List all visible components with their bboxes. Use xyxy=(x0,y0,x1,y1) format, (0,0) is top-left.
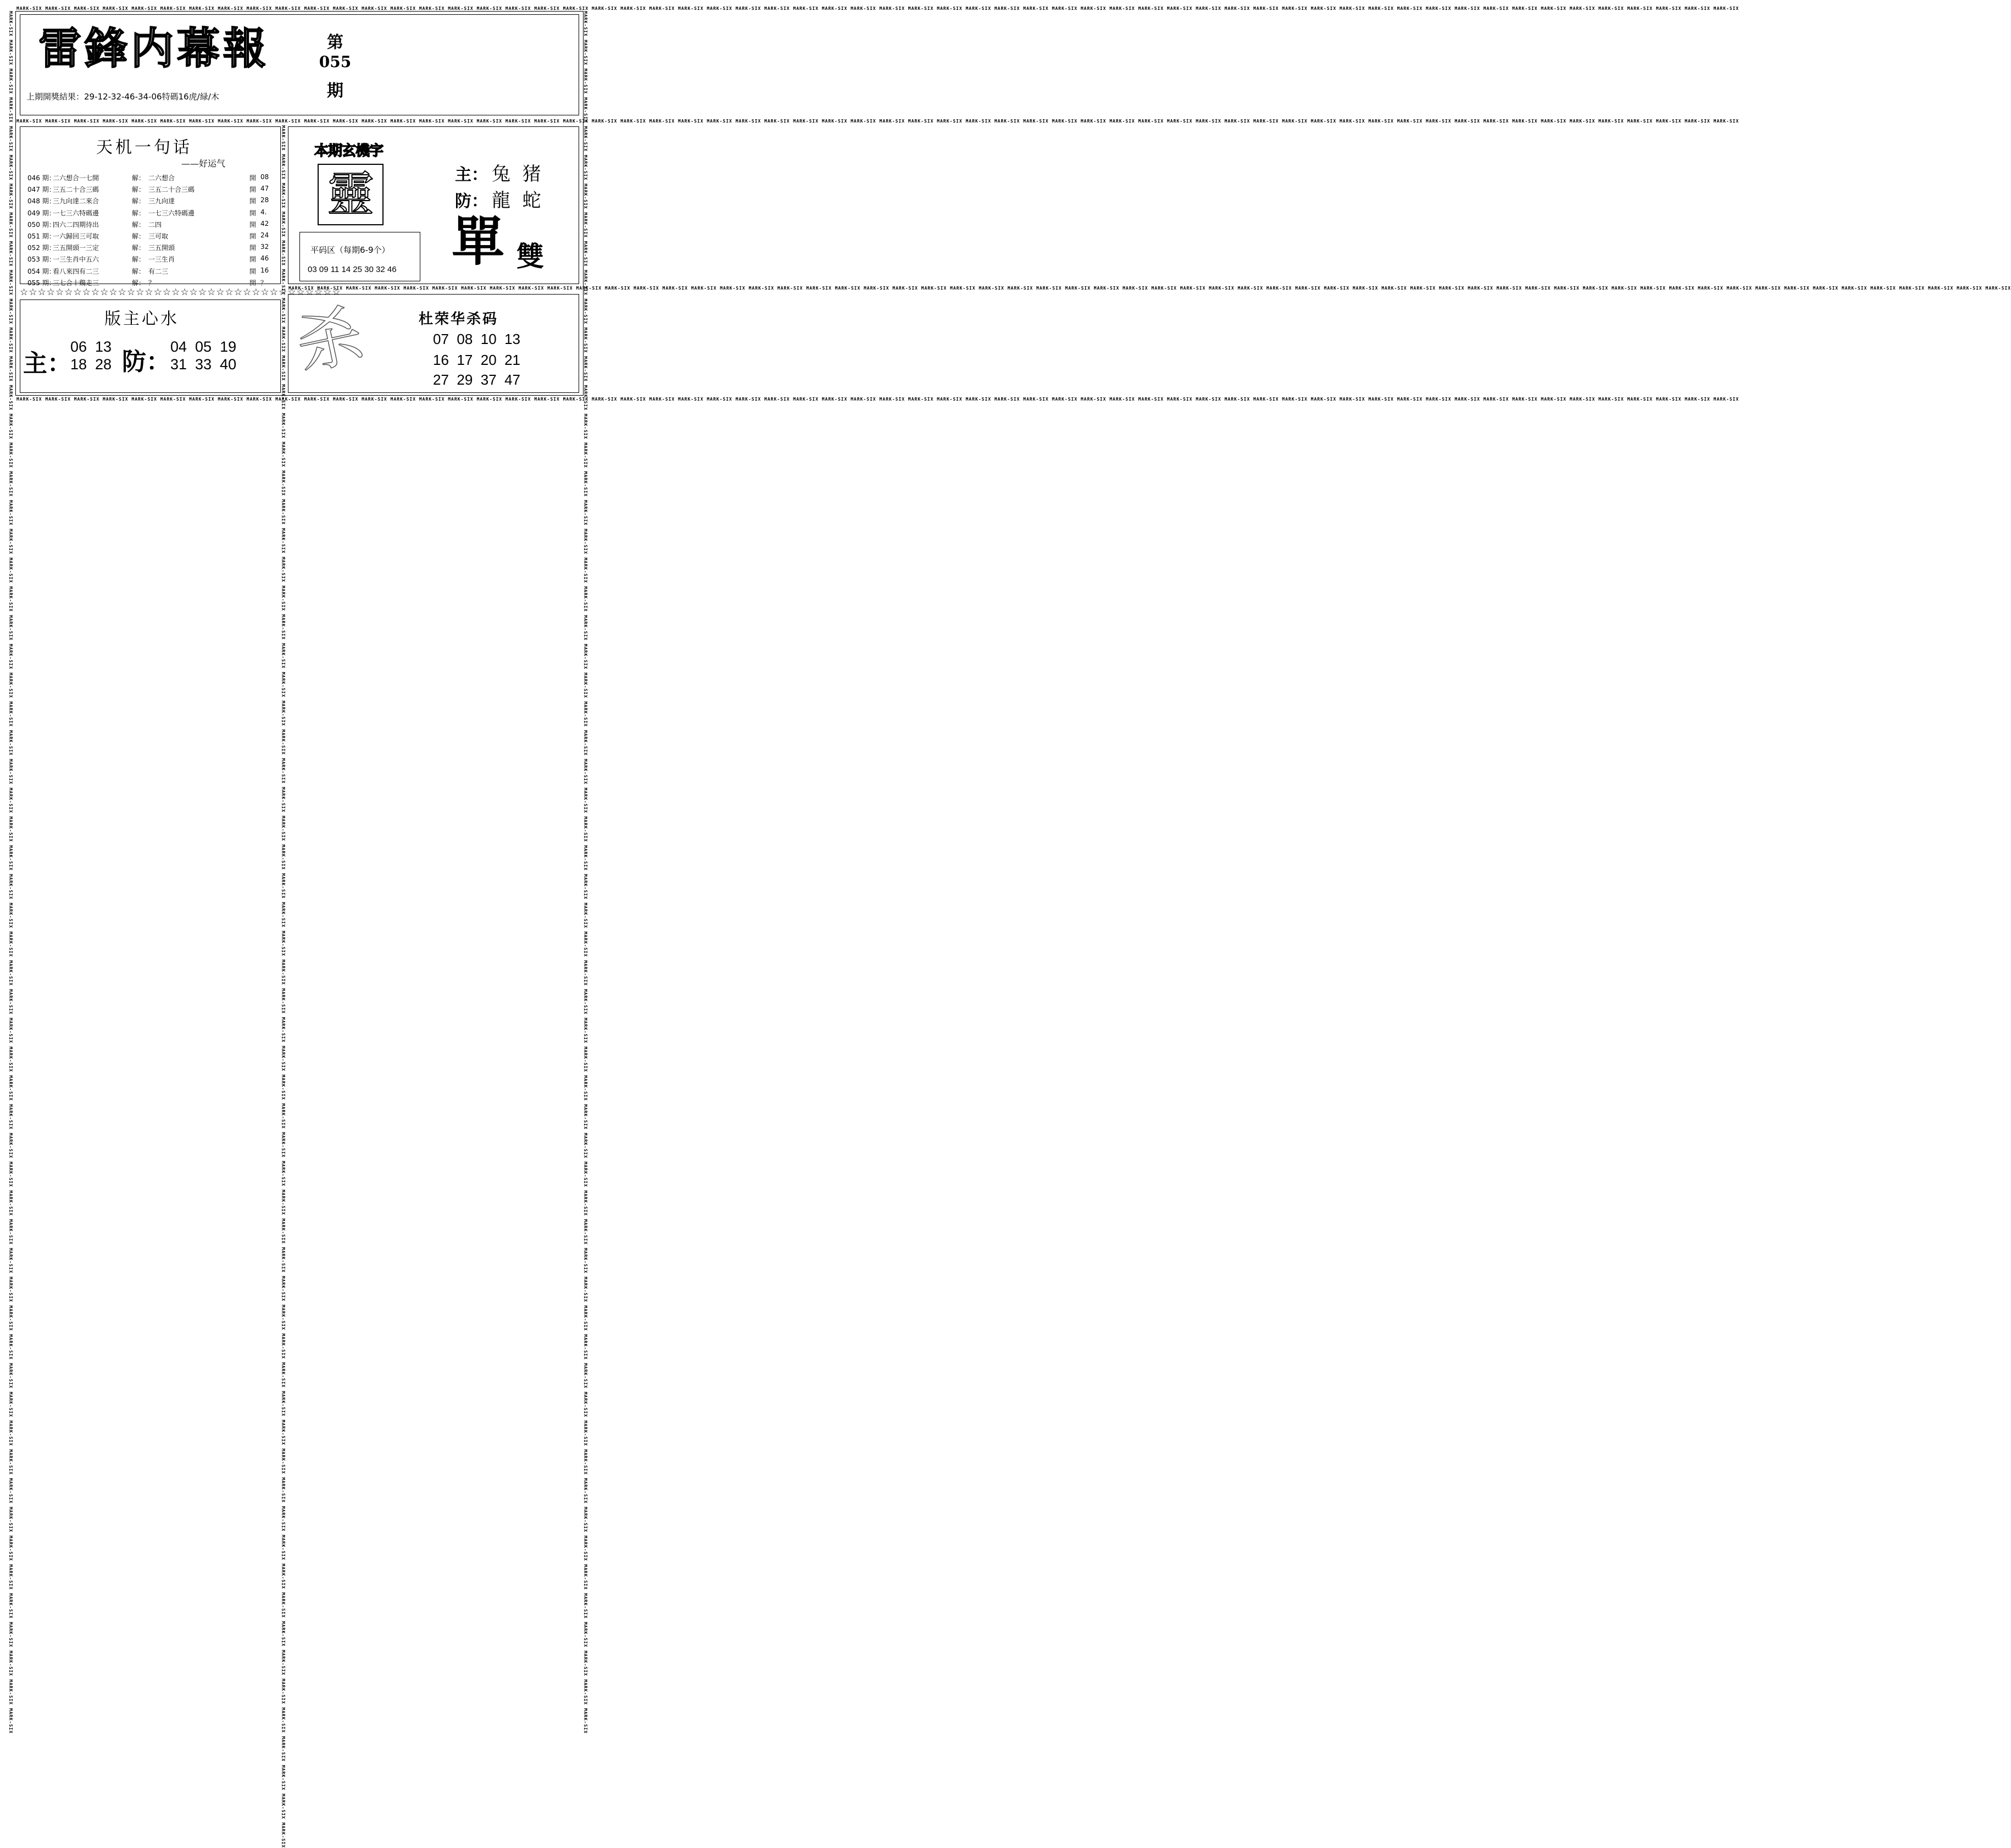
row-jie-label: 解： xyxy=(132,220,146,229)
row-result: 4. xyxy=(260,208,267,216)
star-divider: ☆☆☆☆☆☆☆☆☆☆☆☆☆☆☆☆☆☆☆☆☆☆☆☆☆☆☆☆☆☆☆☆☆☆☆☆ xyxy=(20,287,341,298)
riddle-row xyxy=(27,196,269,208)
riddle-row xyxy=(27,173,269,185)
row-issue: 046 期： xyxy=(27,174,55,182)
row-issue: 053 期： xyxy=(27,256,55,264)
row-jie-label: 解： xyxy=(132,279,146,287)
guard-zodiac-label: 防： xyxy=(455,192,488,211)
tianji-subtitle: ——好运气 xyxy=(181,158,226,169)
pingma-title: 平码区（每期6-9个） xyxy=(310,245,390,255)
xuanji-character: 靈 xyxy=(327,167,374,222)
row-jie-label: 解： xyxy=(132,186,146,194)
row-answer: 二四 xyxy=(148,220,162,229)
xuanji-character-box xyxy=(318,164,384,225)
row-issue: 049 期： xyxy=(27,209,55,217)
row-answer: 三九向達 xyxy=(148,197,175,206)
row-issue: 047 期： xyxy=(27,186,55,194)
row-kai-label: 開 xyxy=(249,232,257,240)
banzhu-guard-line2: 31 33 40 xyxy=(170,356,237,373)
row-jie-label: 解： xyxy=(132,267,146,275)
du-line1: 07 08 10 13 xyxy=(433,331,521,347)
row-answer: 二六想合 xyxy=(148,174,175,182)
row-answer: 一七三六特碼邊 xyxy=(148,209,195,217)
row-result: 46 xyxy=(260,254,269,263)
row-result: 47 xyxy=(260,185,269,193)
row-result: 42 xyxy=(260,219,269,227)
row-jie-label: 解： xyxy=(132,232,146,240)
row-answer: 三可取 xyxy=(148,232,169,240)
even-character: 雙 xyxy=(516,240,544,273)
row-issue: 052 期： xyxy=(27,244,55,252)
border-center: MARK-SIX MARK-SIX MARK-SIX MARK-SIX MARK-SIX MARK-SIX MARK-SIX MARK-SIX MARK-SIX MARK-SIX MARK-SIX MARK-SIX MARK-SIX MARK-SIX MARK-SIX MARK-SIX MARK-SIX MARK-SIX MARK-SIX MARK-SIX MARK-SIX MARK-SIX MARK-SIX MARK-SIX MARK-SIX MARK-SIX MARK-SIX MARK-SIX MARK-SIX MARK-SIX MARK-SIX MARK-SIX MARK-SIX MARK-SIX MARK-SIX MARK-SIX MARK-SIX MARK-SIX MARK-SIX MARK-SIX MARK-SIX MARK-SIX MARK-SIX MARK-SIX MARK-SIX MARK-SIX MARK-SIX MARK-SIX MARK-SIX MARK-SIX MARK-SIX MARK-SIX MARK-SIX MARK-SIX MARK-SIX MARK-SIX MARK-SIX MARK-SIX MARK-SIX MARK-SIX xyxy=(281,125,286,1848)
pingma-numbers: 03 09 11 14 25 30 32 46 xyxy=(308,265,397,274)
row-jie-label: 解： xyxy=(132,209,146,217)
issue-suffix: 期 xyxy=(327,81,343,101)
main-zodiac-label: 主： xyxy=(455,165,488,185)
row-riddle: 三七合十鷄走三 xyxy=(53,279,99,287)
riddle-row xyxy=(27,185,269,197)
row-kai-label: 開 xyxy=(249,256,257,264)
row-riddle: 二六想合一七開 xyxy=(53,174,99,182)
banzhu-main-line1: 06 13 xyxy=(70,338,112,355)
border-left: MARK-SIX MARK-SIX MARK-SIX MARK-SIX MARK-SIX MARK-SIX MARK-SIX MARK-SIX MARK-SIX MARK-SIX MARK-SIX MARK-SIX MARK-SIX MARK-SIX MARK-SIX MARK-SIX MARK-SIX MARK-SIX MARK-SIX MARK-SIX MARK-SIX MARK-SIX MARK-SIX MARK-SIX MARK-SIX MARK-SIX MARK-SIX MARK-SIX MARK-SIX MARK-SIX MARK-SIX MARK-SIX MARK-SIX MARK-SIX MARK-SIX MARK-SIX MARK-SIX MARK-SIX MARK-SIX MARK-SIX MARK-SIX MARK-SIX MARK-SIX MARK-SIX MARK-SIX MARK-SIX MARK-SIX MARK-SIX MARK-SIX MARK-SIX MARK-SIX MARK-SIX MARK-SIX MARK-SIX MARK-SIX MARK-SIX MARK-SIX MARK-SIX MARK-SIX MARK-SIX xyxy=(8,11,13,1734)
riddle-row xyxy=(27,208,269,220)
main-zodiac-value: 兔 猪 xyxy=(492,163,541,185)
sketch-kill-character: 杀 xyxy=(289,296,370,385)
guard-zodiac-value: 龍 蛇 xyxy=(492,190,541,212)
row-riddle: 一三生肖中五六 xyxy=(53,256,99,264)
riddle-row xyxy=(27,254,269,267)
row-riddle: 四六二四期待出 xyxy=(53,220,99,229)
du-line3: 27 29 37 47 xyxy=(433,371,521,388)
row-result: 32 xyxy=(260,243,269,251)
banzhu-guard-label: 防： xyxy=(122,348,170,376)
row-answer: ？ xyxy=(148,279,155,287)
row-riddle: 一六歸回三可取 xyxy=(53,232,99,240)
riddle-row xyxy=(27,220,269,232)
border-bottom: MARK-SIX MARK-SIX MARK-SIX MARK-SIX MARK-SIX MARK-SIX MARK-SIX MARK-SIX MARK-SIX MARK-SIX MARK-SIX MARK-SIX MARK-SIX MARK-SIX MARK-SIX MARK-SIX MARK-SIX MARK-SIX MARK-SIX MARK-SIX MARK-SIX MARK-SIX MARK-SIX MARK-SIX MARK-SIX MARK-SIX MARK-SIX MARK-SIX MARK-SIX MARK-SIX MARK-SIX MARK-SIX MARK-SIX MARK-SIX MARK-SIX MARK-SIX MARK-SIX MARK-SIX MARK-SIX MARK-SIX MARK-SIX MARK-SIX MARK-SIX MARK-SIX MARK-SIX MARK-SIX MARK-SIX MARK-SIX MARK-SIX MARK-SIX MARK-SIX MARK-SIX MARK-SIX MARK-SIX MARK-SIX MARK-SIX MARK-SIX MARK-SIX MARK-SIX MARK-SIX xyxy=(16,397,1740,402)
row-result: 28 xyxy=(260,196,269,204)
row-jie-label: 解： xyxy=(132,174,146,182)
row-riddle: 一七三六特碼邊 xyxy=(53,209,99,217)
du-line2: 16 17 20 21 xyxy=(433,352,521,368)
row-issue: 048 期： xyxy=(27,197,55,206)
row-riddle: 看八來四有二三 xyxy=(53,267,99,275)
row-issue: 050 期： xyxy=(27,220,55,229)
row-result: 08 xyxy=(260,173,269,181)
row-issue: 055 期： xyxy=(27,279,55,287)
row-kai-label: 開 xyxy=(249,220,257,229)
riddle-row xyxy=(27,231,269,243)
du-title: 杜荣华杀码 xyxy=(419,311,499,328)
row-riddle: 三五二十合三碼 xyxy=(53,186,99,194)
row-answer: 三五開頭 xyxy=(148,244,175,252)
border-right: MARK-SIX MARK-SIX MARK-SIX MARK-SIX MARK-SIX MARK-SIX MARK-SIX MARK-SIX MARK-SIX MARK-SIX MARK-SIX MARK-SIX MARK-SIX MARK-SIX MARK-SIX MARK-SIX MARK-SIX MARK-SIX MARK-SIX MARK-SIX MARK-SIX MARK-SIX MARK-SIX MARK-SIX MARK-SIX MARK-SIX MARK-SIX MARK-SIX MARK-SIX MARK-SIX MARK-SIX MARK-SIX MARK-SIX MARK-SIX MARK-SIX MARK-SIX MARK-SIX MARK-SIX MARK-SIX MARK-SIX MARK-SIX MARK-SIX MARK-SIX MARK-SIX MARK-SIX MARK-SIX MARK-SIX MARK-SIX MARK-SIX MARK-SIX MARK-SIX MARK-SIX MARK-SIX MARK-SIX MARK-SIX MARK-SIX MARK-SIX MARK-SIX MARK-SIX MARK-SIX xyxy=(583,11,588,1734)
row-result: 24 xyxy=(260,231,269,239)
xuanji-title: 本期玄機字 xyxy=(314,143,384,159)
row-jie-label: 解： xyxy=(132,197,146,206)
issue-number: 055 xyxy=(319,53,352,71)
row-kai-label: 開 xyxy=(249,209,257,217)
banzhu-main-line2: 18 28 xyxy=(70,356,112,373)
riddle-row xyxy=(27,267,269,279)
issue-prefix: 第 xyxy=(327,33,343,52)
newspaper-title: 雷鋒内幕報 xyxy=(38,24,270,74)
row-result: ？ xyxy=(260,279,268,287)
riddle-row xyxy=(27,243,269,255)
banzhu-main-label: 主： xyxy=(23,349,71,378)
row-jie-label: 解： xyxy=(132,244,146,252)
row-riddle: 三九向達二來合 xyxy=(53,197,99,206)
row-answer: 一三生肖 xyxy=(148,256,175,264)
row-issue: 051 期： xyxy=(27,232,55,240)
border-top: MARK-SIX MARK-SIX MARK-SIX MARK-SIX MARK-SIX MARK-SIX MARK-SIX MARK-SIX MARK-SIX MARK-SIX MARK-SIX MARK-SIX MARK-SIX MARK-SIX MARK-SIX MARK-SIX MARK-SIX MARK-SIX MARK-SIX MARK-SIX MARK-SIX MARK-SIX MARK-SIX MARK-SIX MARK-SIX MARK-SIX MARK-SIX MARK-SIX MARK-SIX MARK-SIX MARK-SIX MARK-SIX MARK-SIX MARK-SIX MARK-SIX MARK-SIX MARK-SIX MARK-SIX MARK-SIX MARK-SIX MARK-SIX MARK-SIX MARK-SIX MARK-SIX MARK-SIX MARK-SIX MARK-SIX MARK-SIX MARK-SIX MARK-SIX MARK-SIX MARK-SIX MARK-SIX MARK-SIX MARK-SIX MARK-SIX MARK-SIX MARK-SIX MARK-SIX MARK-SIX xyxy=(16,6,1740,11)
banzhu-guard-line1: 04 05 19 xyxy=(170,338,237,355)
row-issue: 054 期： xyxy=(27,267,55,275)
border-mid-1: MARK-SIX MARK-SIX MARK-SIX MARK-SIX MARK-SIX MARK-SIX MARK-SIX MARK-SIX MARK-SIX MARK-SIX MARK-SIX MARK-SIX MARK-SIX MARK-SIX MARK-SIX MARK-SIX MARK-SIX MARK-SIX MARK-SIX MARK-SIX MARK-SIX MARK-SIX MARK-SIX MARK-SIX MARK-SIX MARK-SIX MARK-SIX MARK-SIX MARK-SIX MARK-SIX MARK-SIX MARK-SIX MARK-SIX MARK-SIX MARK-SIX MARK-SIX MARK-SIX MARK-SIX MARK-SIX MARK-SIX MARK-SIX MARK-SIX MARK-SIX MARK-SIX MARK-SIX MARK-SIX MARK-SIX MARK-SIX MARK-SIX MARK-SIX MARK-SIX MARK-SIX MARK-SIX MARK-SIX MARK-SIX MARK-SIX MARK-SIX MARK-SIX MARK-SIX MARK-SIX xyxy=(16,119,1740,124)
row-kai-label: 開 xyxy=(249,267,257,275)
border-mid-2: MARK-SIX MARK-SIX MARK-SIX MARK-SIX MARK-SIX MARK-SIX MARK-SIX MARK-SIX MARK-SIX MARK-SIX MARK-SIX MARK-SIX MARK-SIX MARK-SIX MARK-SIX MARK-SIX MARK-SIX MARK-SIX MARK-SIX MARK-SIX MARK-SIX MARK-SIX MARK-SIX MARK-SIX MARK-SIX MARK-SIX MARK-SIX MARK-SIX MARK-SIX MARK-SIX MARK-SIX MARK-SIX MARK-SIX MARK-SIX MARK-SIX MARK-SIX MARK-SIX MARK-SIX MARK-SIX MARK-SIX MARK-SIX MARK-SIX MARK-SIX MARK-SIX MARK-SIX MARK-SIX MARK-SIX MARK-SIX MARK-SIX MARK-SIX MARK-SIX MARK-SIX MARK-SIX MARK-SIX MARK-SIX MARK-SIX MARK-SIX MARK-SIX MARK-SIX MARK-SIX xyxy=(288,286,2011,291)
row-kai-label: 開 xyxy=(249,174,257,182)
row-answer: 三五二十合三碼 xyxy=(148,186,195,194)
tianji-title: 天机一句话 xyxy=(96,138,192,157)
row-kai-label: 開 xyxy=(249,244,257,252)
row-kai-label: 開 xyxy=(249,279,257,287)
row-answer: 有二三 xyxy=(148,267,169,275)
row-jie-label: 解： xyxy=(132,256,146,264)
odd-character: 單 xyxy=(452,210,504,273)
row-riddle: 三五開頭一三定 xyxy=(53,244,99,252)
row-kai-label: 開 xyxy=(249,197,257,206)
row-kai-label: 開 xyxy=(249,186,257,194)
last-draw-result: 上期開獎結果：29-12-32-46-34-06特碼16虎/緑/木 xyxy=(26,92,219,102)
banzhu-title: 版主心水 xyxy=(104,309,179,329)
row-result: 16 xyxy=(260,266,269,274)
